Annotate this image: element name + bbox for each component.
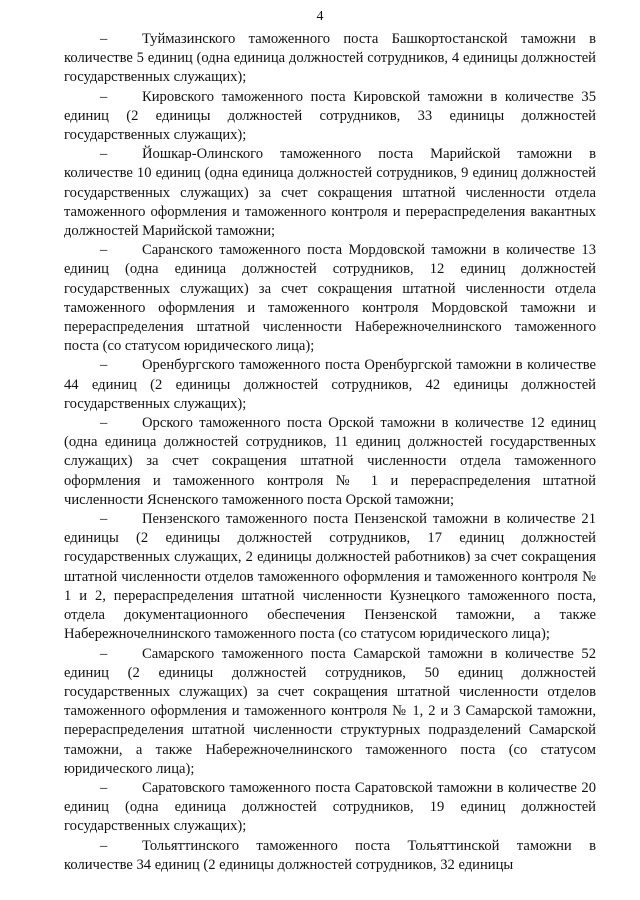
list-item-text: Туймазинского таможенного поста Башкортостанской таможни в количестве 5 единиц (одна единица должностей сотрудников, 4 единицы должностей государственных служащих); <box>64 31 596 86</box>
list-item <box>64 510 596 644</box>
list-item <box>64 145 596 241</box>
list-item <box>64 837 596 875</box>
list-item-text: Пензенского таможенного поста Пензенской таможни в количестве 21 единицы (2 единицы должностей сотрудников, 17 единиц должностей государственных служащих, 2 единицы должностей работников) за счет сокращения штатной численности отделов таможенного оформления и таможенного контроля № 1 и 2, перераспределения штатной численности Кузнецкого таможенного поста, отдела документационного обеспечения Пензенской таможни, а также Набережночелнинского таможенного поста (со статусом юридического лица); <box>64 511 596 643</box>
list-dash: – <box>100 645 108 662</box>
list-item-text: Орского таможенного поста Орской таможни в количестве 12 единиц (одна единица должностей сотрудников, 11 единиц должностей государственных служащих) за счет сокращения штатной численности отдела таможенного оформления и таможенного контроля № 1 и перераспределения штатной численности Ясненского таможенного поста Орской таможни; <box>64 415 596 508</box>
list-dash: – <box>100 146 108 163</box>
list-dash: – <box>100 511 108 528</box>
list-item-text: Саратовского таможенного поста Саратовской таможни в количестве 20 единиц (одна единица должностей сотрудников, 19 единиц должностей государственных служащих); <box>64 779 596 835</box>
list-item-text: Самарского таможенного поста Самарской таможни в количестве 52 единиц (2 единицы должностей сотрудников, 50 единиц должностей государственных служащих) за счет сокращения штатной численности отделов таможенного оформления и таможенного контроля № 1, 2 и 3 Самарской таможни, перераспределения штатной численности структурных подразделений Самарской таможни, а также Набережночелнинского таможенного поста (со статусом юридического лица); <box>64 645 596 777</box>
list-item <box>64 356 596 414</box>
list-item <box>64 414 596 510</box>
list-dash: – <box>100 242 108 259</box>
list-item <box>64 645 596 779</box>
list-item-text: Тольяттинского таможенного поста Тольяттинской таможни в количестве 34 единиц (2 единицы должностей сотрудников, 32 единицы <box>64 837 596 873</box>
list-item <box>64 88 596 146</box>
list-item <box>64 241 596 356</box>
list-dash: – <box>100 415 108 432</box>
list-dash: – <box>100 88 108 105</box>
list-item-text: Кировского таможенного поста Кировской таможни в количестве 35 единиц (2 единицы должностей сотрудников, 33 единицы должностей государственных служащих); <box>64 88 596 144</box>
page-number: 4 <box>316 9 324 24</box>
list-item-text: Йошкар-Олинского таможенного поста Марийской таможни в количестве 10 единиц (одна единица должностей сотрудников, 9 единиц должностей государственных служащих) за счет сокращения штатной численности отдела таможенного оформления и таможенного контроля и перераспределения вакантных должностей Марийской таможни; <box>64 146 596 240</box>
list-dash: – <box>100 357 108 374</box>
list-dash: – <box>100 779 108 796</box>
list-item-text: Саранского таможенного поста Мордовской таможни в количестве 13 единиц (одна единица должностей сотрудников, 12 единиц должностей государственных служащих) за счет сокращения штатной численности отдела таможенного оформления и таможенного контроля Мордовской таможни и перераспределения штатной численности Набережночелнинского таможенного поста (со статусом юридического лица); <box>64 242 596 355</box>
list-dash: – <box>100 31 108 47</box>
list-item <box>64 779 596 837</box>
list-dash: – <box>100 837 108 854</box>
list-item <box>64 30 596 88</box>
list-item-text: Оренбургского таможенного поста Оренбургской таможни в количестве 44 единиц (2 единицы должностей сотрудников, 42 единицы должностей государственных служащих); <box>64 357 596 412</box>
document-body <box>64 30 596 875</box>
